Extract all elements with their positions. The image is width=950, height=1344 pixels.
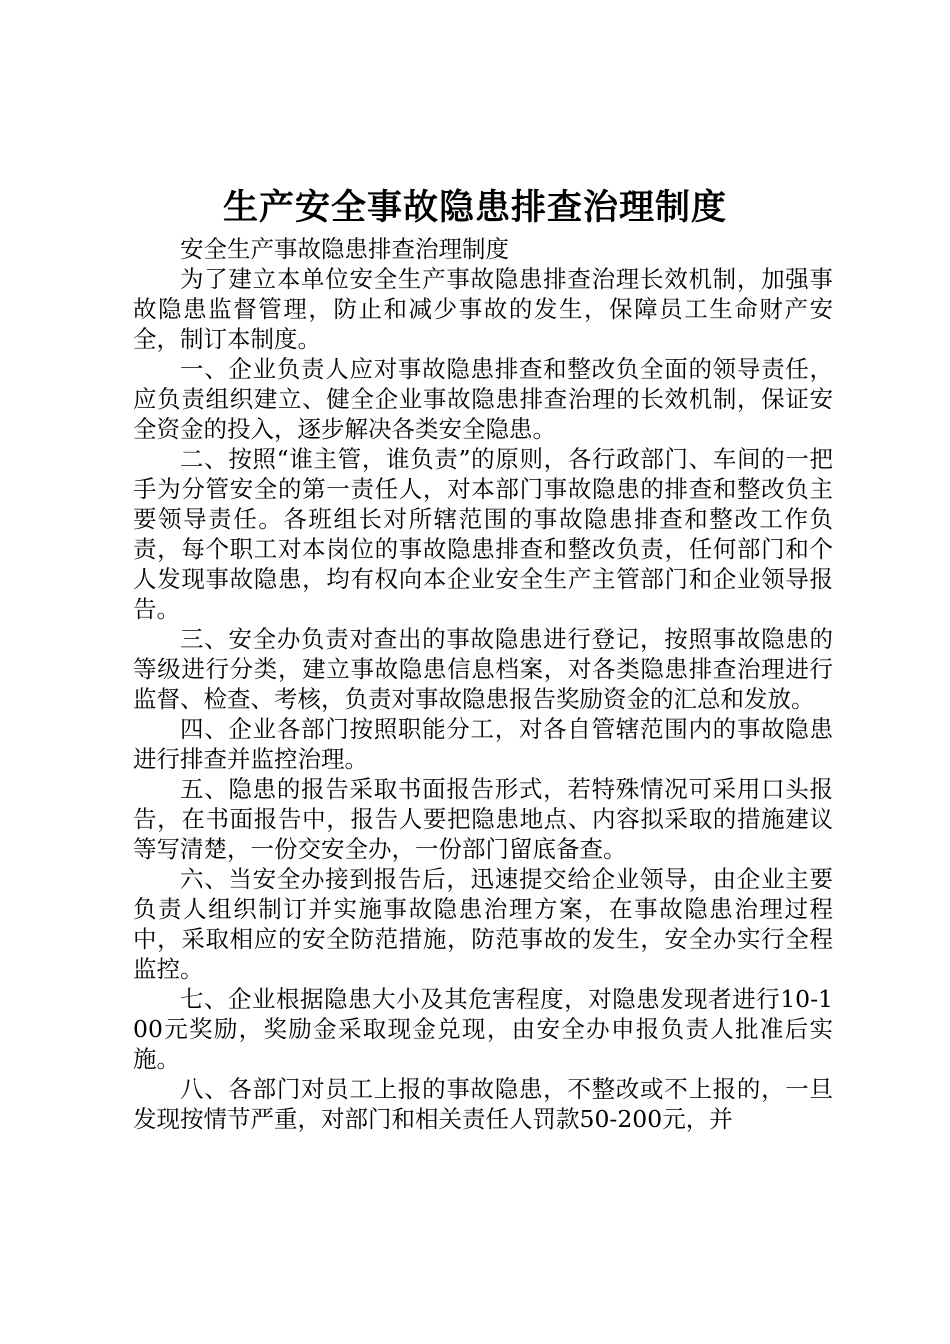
body-paragraph-5: 五、隐患的报告采取书面报告形式，若特殊情况可采用口头报告，在书面报告中，报告人要把隐患地点、内容拟采取的措施建议等写清楚，一份交安全办，一份部门留底备查。 <box>133 775 833 863</box>
body-paragraph-2: 二、按照“谁主管，谁负责”的原则，各行政部门、车间的一把手为分管安全的第一责任人，对本部门事故隐患的排查和整改负主要领导责任。各班组长对所辖范围的事故隐患排查和整改工作负责，每个职工对本岗位的事故隐患排查和整改负责，任何部门和个人发现事故隐患，均有权向本企业安全生产主管部门和企业领导报告。 <box>133 445 833 623</box>
body-paragraph-subtitle: 安全生产事故隐患排查治理制度 <box>180 235 509 263</box>
body-paragraph-7: 七、企业根据隐患大小及其危害程度，对隐患发现者进行10-100元奖励，奖励金采取现金兑现，由安全办申报负责人批准后实施。 <box>133 985 833 1073</box>
document-body <box>133 234 833 1134</box>
body-paragraph-6: 六、当安全办接到报告后，迅速提交给企业领导，由企业主要负责人组织制订并实施事故隐患治理方案，在事故隐患治理过程中，采取相应的安全防范措施，防范事故的发生，安全办实行全程监控。 <box>133 865 833 983</box>
document-title: 生产安全事故隐患排查治理制度 <box>222 188 727 228</box>
body-paragraph-1: 一、企业负责人应对事故隐患排查和整改负全面的领导责任，应负责组织建立、健全企业事故隐患排查治理的长效机制，保证安全资金的投入，逐步解决各类安全隐患。 <box>133 355 833 443</box>
body-paragraph-intro: 为了建立本单位安全生产事故隐患排查治理长效机制，加强事故隐患监督管理，防止和减少事故的发生，保障员工生命财产安全，制订本制度。 <box>133 265 833 353</box>
body-paragraph-8: 八、各部门对员工上报的事故隐患，不整改或不上报的，一旦发现按情节严重，对部门和相关责任人罚款50-200元，并 <box>133 1075 833 1133</box>
body-paragraph-3: 三、安全办负责对查出的事故隐患进行登记，按照事故隐患的等级进行分类，建立事故隐患信息档案，对各类隐患排查治理进行监督、检查、考核，负责对事故隐患报告奖励资金的汇总和发放。 <box>133 625 833 713</box>
body-paragraph-4: 四、企业各部门按照职能分工，对各自管辖范围内的事故隐患进行排查并监控治理。 <box>133 715 833 773</box>
